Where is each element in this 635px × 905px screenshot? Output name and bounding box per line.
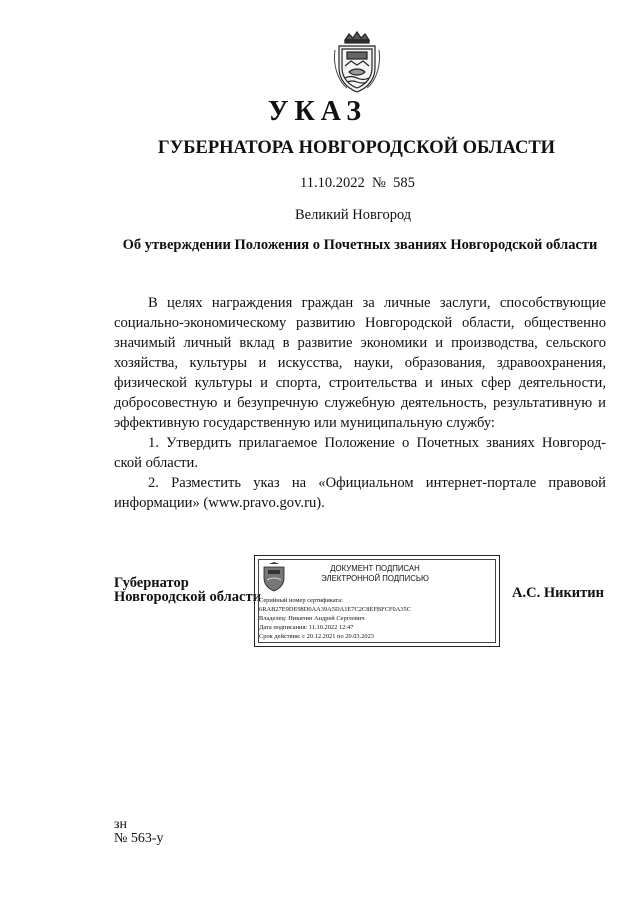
document-title: УКАЗ <box>267 96 368 127</box>
date-number-line <box>300 175 415 192</box>
stamp-header-line2: ЭЛЕКТРОННОЙ ПОДПИСЬЮ <box>321 574 429 583</box>
stamp-cert-label: Серийный номер сертификата: <box>259 597 343 604</box>
footer-initials: зн <box>114 817 128 832</box>
stamp-owner: Владелец: Никитин Андрей Сергеевич <box>259 615 365 622</box>
stamp-cert-serial: 6RAB27E9DE98D0AA39A5DA1E7C2C8EFBFCF0A35C <box>259 606 411 613</box>
footer-registration <box>114 818 164 846</box>
document-body <box>114 293 606 513</box>
stamp-signed-date: Дата подписания: 11.10.2022 12:47 <box>259 624 354 631</box>
paragraph-item-1: 1. Утвердить прилагаемое Положение о Почетных званиях Новгород-ской области. <box>114 435 606 471</box>
footer-code: № 563-у <box>114 831 164 846</box>
coat-of-arms-icon <box>331 30 383 94</box>
signer-name: А.С. Никитин <box>512 585 604 601</box>
signer-position <box>114 576 261 604</box>
stamp-validity: Срок действия: с 20.12.2021 по 20.03.2023 <box>259 633 375 640</box>
stamp-emblem-icon <box>261 562 287 592</box>
stamp-details <box>259 596 495 641</box>
signer-position-line2: Новгородской области <box>114 589 261 605</box>
electronic-signature-stamp <box>254 555 500 647</box>
paragraph-item-2: 2. Разместить указ на «Официальном интернет-портале правовой информации» (www.pravo.gov.ru). <box>114 475 606 511</box>
signer-position-line1: Губернатор <box>114 575 189 591</box>
document-number: 585 <box>393 175 415 191</box>
stamp-header-line1: ДОКУМЕНТ ПОДПИСАН <box>330 564 420 573</box>
document-heading: Об утверждении Положения о Почетных званиях Новгородской области <box>122 237 598 253</box>
number-sign: № <box>371 175 386 191</box>
stamp-header <box>295 564 455 584</box>
document-date: 11.10.2022 <box>300 175 365 191</box>
paragraph-preamble: В целях награждения граждан за личные заслуги, способствующие социально-экономическому развитию Новгородской области, общественно значимый личный вклад в развитие экономики и производства, сельского хозяйства, культуры и искусства, науки, образования, здравоохранения, физической культуры и спорта, строительства и иных сфер деятельности, добросовестную и безупречную служебную деятельность, результативную и эффективную государственную или муниципальную службу: <box>114 295 606 431</box>
document-subtitle: ГУБЕРНАТОРА НОВГОРОДСКОЙ ОБЛАСТИ <box>157 138 556 158</box>
city: Великий Новгород <box>295 207 412 223</box>
